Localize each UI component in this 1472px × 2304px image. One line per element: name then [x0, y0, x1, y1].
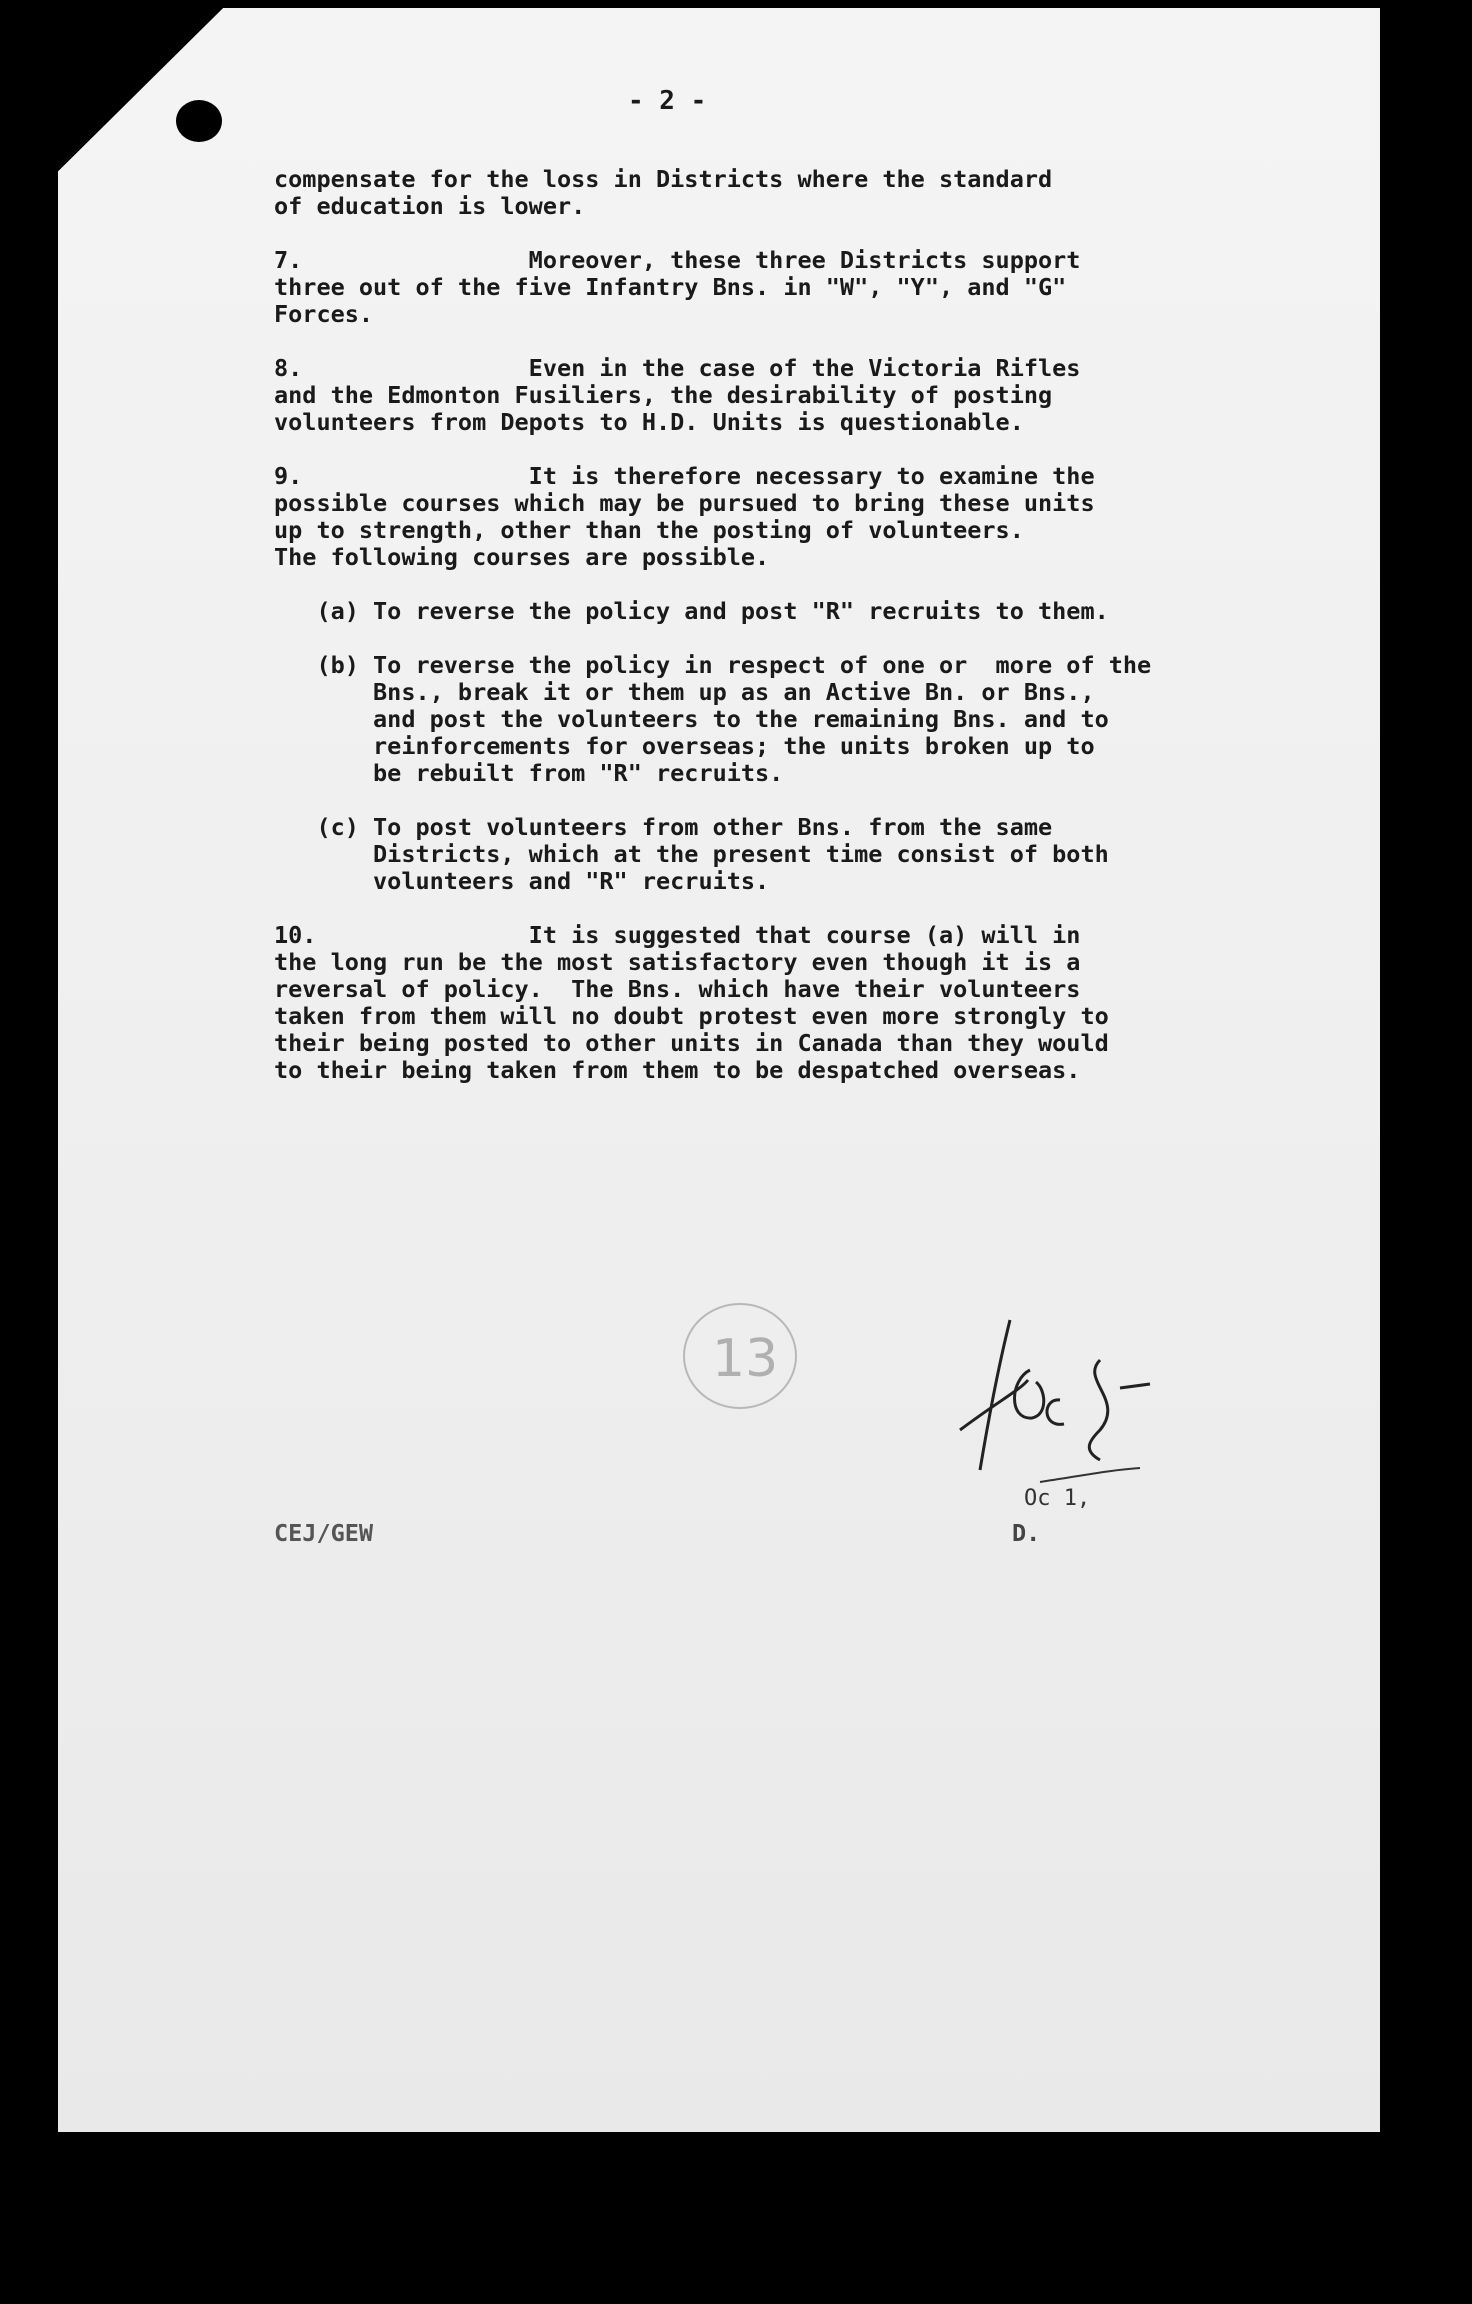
signature-block: D. — [1012, 1519, 1041, 1547]
memo-line: possible courses which may be pursued to bring these units — [274, 489, 1095, 517]
memo-line: 9. It is therefore necessary to examine the — [274, 462, 1095, 490]
handwritten-signature — [950, 1300, 1190, 1530]
memo-line: volunteers from Depots to H.D. Units is questionable. — [274, 408, 1024, 436]
memo-line: up to strength, other than the posting of volunteers. — [274, 516, 1024, 544]
memo-line: Districts, which at the present time consist of both — [274, 840, 1109, 868]
memo-line: their being posted to other units in Canada than they would — [274, 1029, 1109, 1057]
signature-suffix: Oc 1, — [1024, 1486, 1091, 1511]
memo-line: and post the volunteers to the remaining Bns. and to — [274, 705, 1109, 733]
memo-line: the long run be the most satisfactory even though it is a — [274, 948, 1081, 976]
memo-line: Forces. — [274, 300, 374, 328]
memo-line: taken from them will no doubt protest even more strongly to — [274, 1002, 1109, 1030]
memo-line: of education is lower. — [274, 192, 586, 220]
memo-line: The following courses are possible. — [274, 543, 770, 571]
pencil-circle-note — [680, 1296, 800, 1416]
memo-line: compensate for the loss in Districts where the standard — [274, 165, 1053, 193]
page-number: - 2 - — [628, 86, 707, 116]
memo-body — [274, 166, 1151, 1084]
memo-line: (b) To reverse the policy in respect of one or more of the — [274, 651, 1152, 679]
memo-line: (a) To reverse the policy and post "R" recruits to them. — [274, 597, 1109, 625]
memo-line: (c) To post volunteers from other Bns. from the same — [274, 813, 1053, 841]
memo-line: be rebuilt from "R" recruits. — [274, 759, 784, 787]
memo-line: reversal of policy. The Bns. which have their volunteers — [274, 975, 1081, 1003]
memo-line: 7. Moreover, these three Districts support — [274, 246, 1081, 274]
memo-line: reinforcements for overseas; the units broken up to — [274, 732, 1095, 760]
memo-line: Bns., break it or them up as an Active Bn. or Bns., — [274, 678, 1095, 706]
punch-hole — [176, 100, 222, 142]
memo-line: volunteers and "R" recruits. — [274, 867, 770, 895]
memo-line: to their being taken from them to be despatched overseas. — [274, 1056, 1081, 1084]
memo-line: and the Edmonton Fusiliers, the desirability of posting — [274, 381, 1053, 409]
memo-line: 10. It is suggested that course (a) will in — [274, 921, 1081, 949]
reference-initials: CEJ/GEW — [274, 1519, 374, 1547]
pencil-note-text: 13 — [712, 1329, 779, 1389]
memo-line: three out of the five Infantry Bns. in "W", "Y", and "G" — [274, 273, 1067, 301]
memo-line: 8. Even in the case of the Victoria Rifles — [274, 354, 1081, 382]
